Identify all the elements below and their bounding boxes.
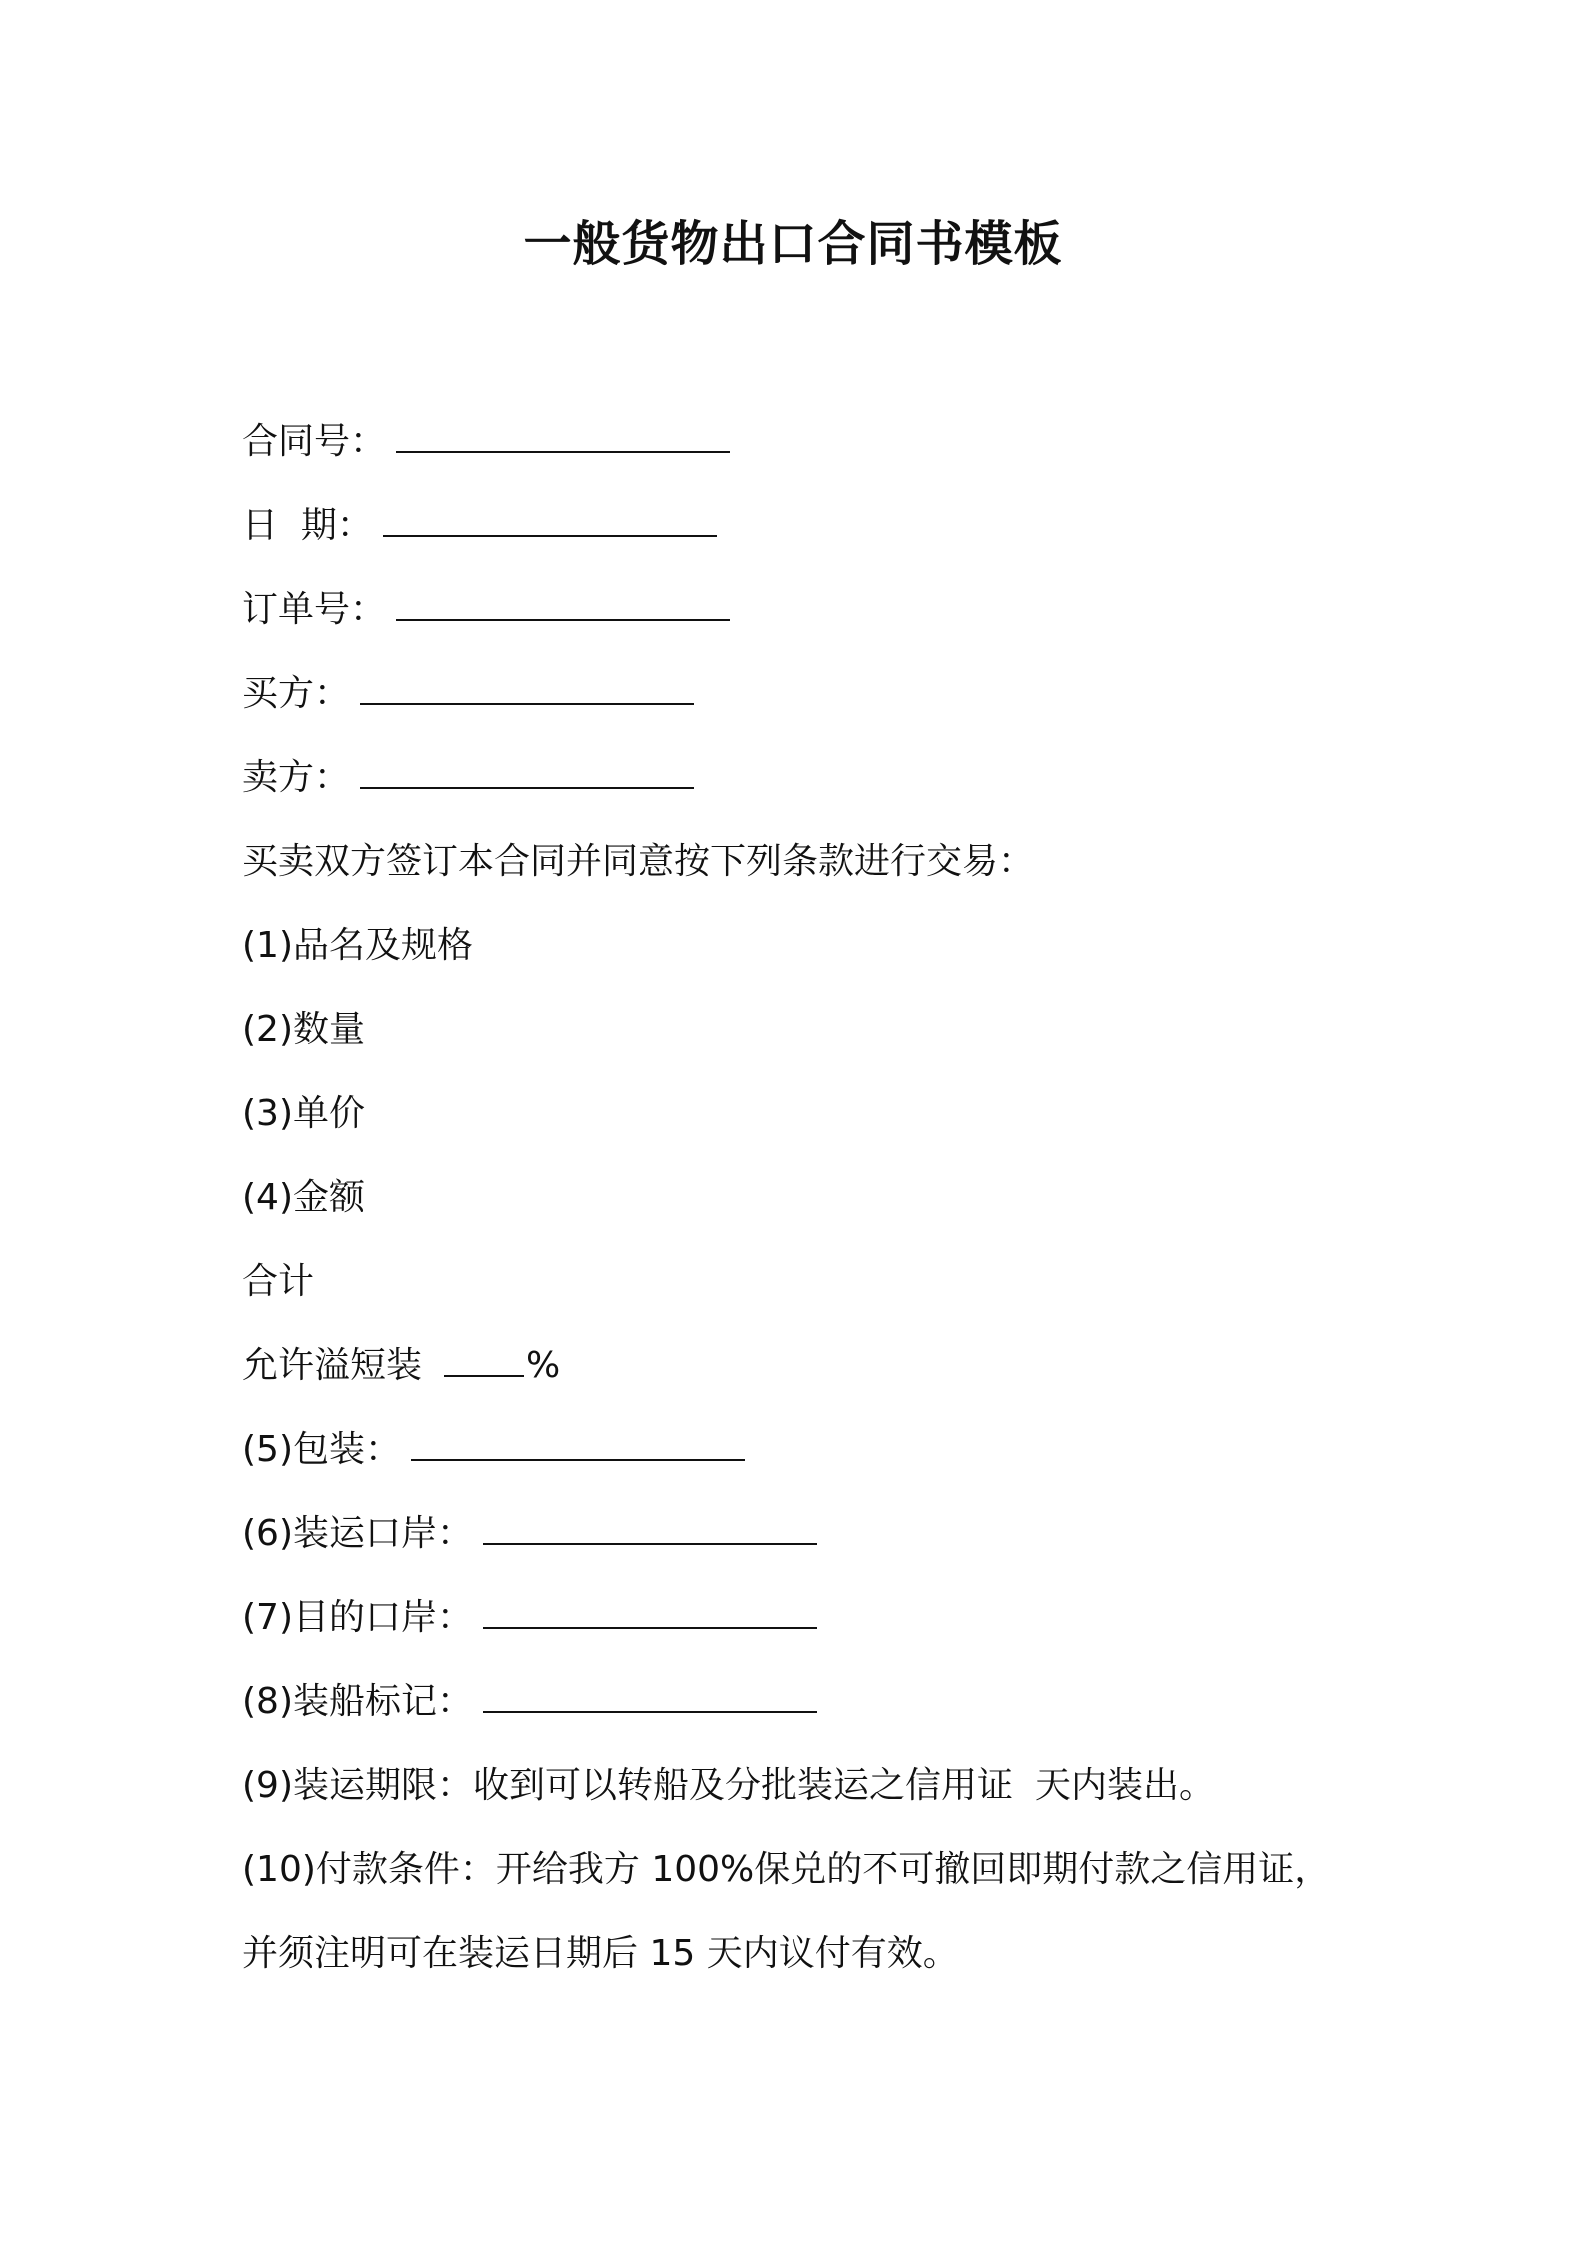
order-number-label: 订单号： bbox=[242, 589, 387, 630]
contract-number-label: 合同号： bbox=[242, 421, 387, 462]
destination-port-label: (7)目的口岸： bbox=[242, 1597, 473, 1638]
shipment-period-suffix: 天内装出。 bbox=[1035, 1765, 1216, 1806]
loading-port-line bbox=[242, 1492, 1382, 1576]
packing-line bbox=[242, 1408, 1382, 1492]
shipping-marks-label: (8)装船标记： bbox=[242, 1681, 473, 1722]
contract-number-blank[interactable] bbox=[396, 421, 730, 453]
loading-port-label: (6)装运口岸： bbox=[242, 1513, 473, 1554]
order-number-line bbox=[242, 568, 1382, 652]
shipment-period-line bbox=[242, 1744, 1382, 1828]
seller-blank[interactable] bbox=[360, 757, 694, 789]
tolerance-line bbox=[242, 1324, 1382, 1408]
payment-terms-line-2: 并须注明可在装运日期后 15 天内议付有效。 bbox=[242, 1933, 959, 1974]
destination-port-blank[interactable] bbox=[483, 1597, 817, 1629]
date-blank[interactable] bbox=[383, 505, 717, 537]
packing-label: (5)包装： bbox=[242, 1429, 401, 1470]
tolerance-blank[interactable] bbox=[444, 1345, 524, 1377]
seller-line bbox=[242, 736, 1382, 820]
date-line bbox=[242, 484, 1382, 568]
contract-number-line bbox=[242, 400, 1382, 484]
buyer-line bbox=[242, 652, 1382, 736]
buyer-blank[interactable] bbox=[360, 673, 694, 705]
shipping-marks-line bbox=[242, 1660, 1382, 1744]
destination-port-line bbox=[242, 1576, 1382, 1660]
seller-label: 卖方： bbox=[242, 757, 351, 798]
date-label: 日 期： bbox=[242, 505, 373, 546]
buyer-label: 买方： bbox=[242, 673, 351, 714]
contract-body bbox=[242, 400, 1382, 1996]
item-quantity: (2)数量 bbox=[242, 1009, 365, 1050]
document-title: 一般货物出口合同书模板 bbox=[523, 216, 1063, 272]
item-total: 合计 bbox=[242, 1261, 315, 1302]
loading-port-blank[interactable] bbox=[483, 1513, 817, 1545]
packing-blank[interactable] bbox=[411, 1429, 745, 1461]
item-amount: (4)金额 bbox=[242, 1177, 365, 1218]
tolerance-label: 允许溢短装 bbox=[242, 1345, 423, 1386]
intro-text: 买卖双方签订本合同并同意按下列条款进行交易： bbox=[242, 841, 1035, 882]
tolerance-unit: % bbox=[526, 1345, 561, 1386]
order-number-blank[interactable] bbox=[396, 589, 730, 621]
shipment-period-text: (9)装运期限：收到可以转船及分批装运之信用证 bbox=[242, 1765, 1013, 1806]
payment-terms-line-1: (10)付款条件：开给我方 100%保兑的不可撤回即期付款之信用证， bbox=[242, 1849, 1331, 1890]
item-unit-price: (3)单价 bbox=[242, 1093, 365, 1134]
item-spec: (1)品名及规格 bbox=[242, 925, 473, 966]
shipping-marks-blank[interactable] bbox=[483, 1681, 817, 1713]
